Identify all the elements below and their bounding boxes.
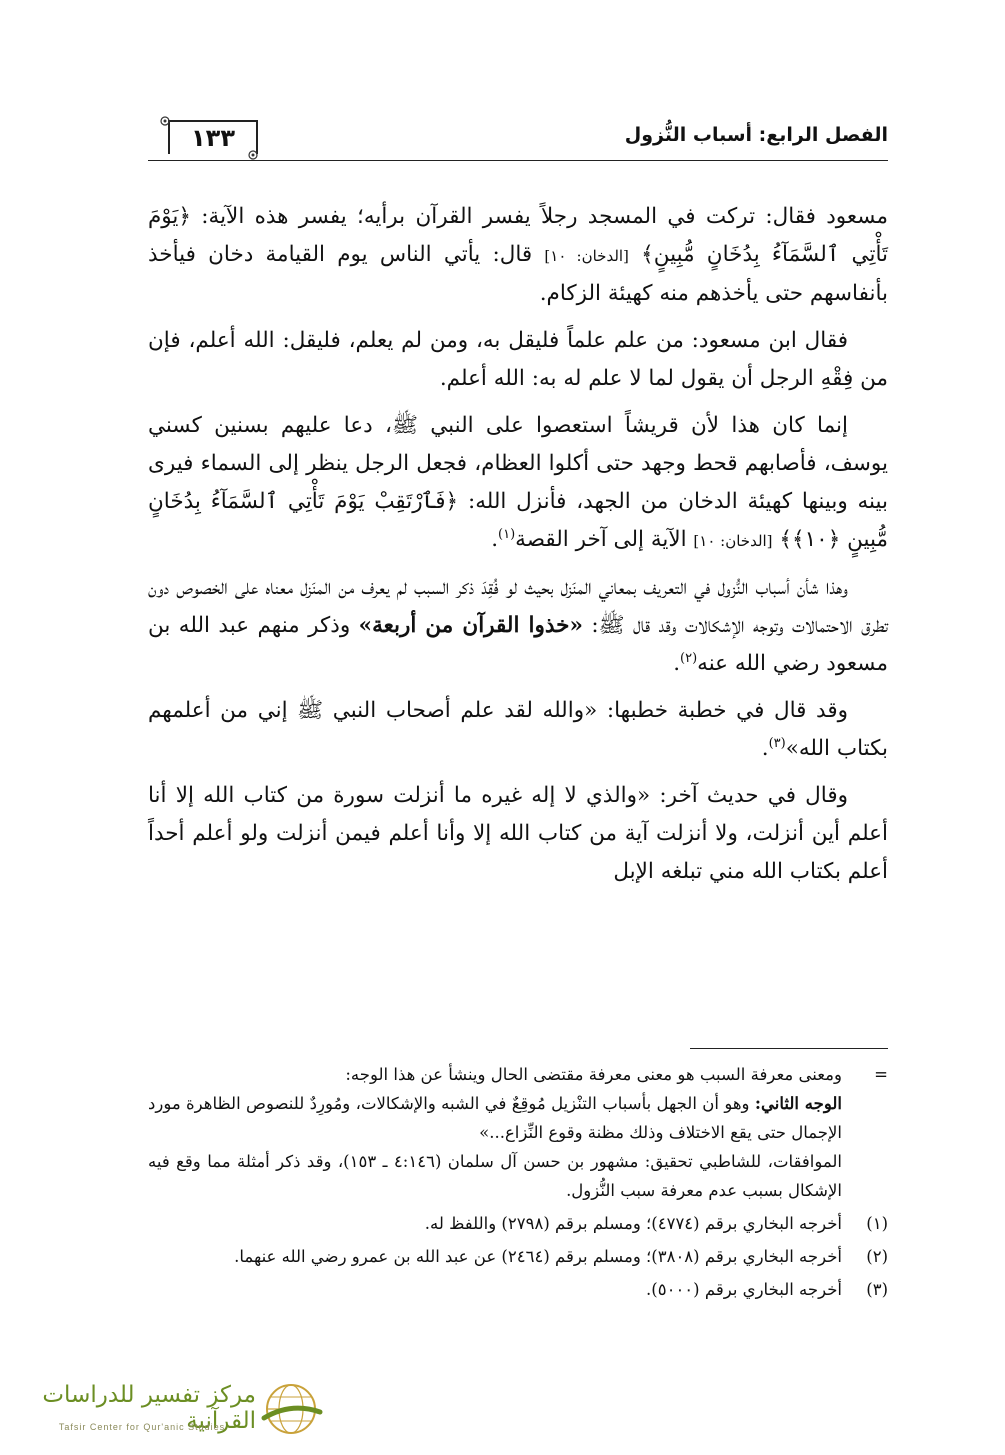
footnote-text: أخرجه البخاري برقم (٥٠٠٠). — [646, 1280, 842, 1299]
footnote-item — [148, 1242, 888, 1271]
footnote-marker[interactable]: (٢) — [680, 650, 698, 666]
paragraph — [148, 692, 888, 768]
footnote-marker[interactable]: (١) — [498, 526, 516, 542]
publisher-logo — [28, 1378, 328, 1442]
text-run: . — [673, 651, 681, 676]
paragraph — [148, 407, 888, 560]
paragraph — [148, 198, 888, 313]
text-run: وذكر منهم عبد الله بن مسعود رضي الله عنه — [148, 613, 888, 676]
continuation-marker: = — [874, 1065, 888, 1084]
main-text — [148, 198, 888, 900]
verse-reference: [الدخان: ١٠] — [693, 532, 773, 550]
footnote-number: (٣) — [866, 1280, 888, 1299]
footnotes — [148, 1060, 888, 1304]
text-run: مسعود فقال: تركت في المسجد رجلاً يفسر القرآن برأيه؛ يفسر هذه الآية: — [191, 204, 888, 229]
verse-reference: [الدخان: ١٠] — [544, 247, 629, 265]
page-number: ١٣٣ — [168, 120, 258, 154]
globe-logo-icon — [258, 1382, 324, 1436]
footnote-item — [148, 1209, 888, 1238]
quran-verse: ﴿فَٱرْتَقِبْ يَوْمَ تَأْتِي ٱلسَّمَآءُ بِدُخَانٍ مُّبِينٍ ﴿١٠﴾﴾ — [148, 489, 888, 552]
text-run: . — [761, 736, 769, 761]
footnote-item — [148, 1275, 888, 1304]
text-run: إنما كان هذا لأن قريشاً استعصوا على النبي ﷺ، دعا عليهم بسنين كسني يوسف، فأصابهم قحط وجهد حتى أكلوا العظام، فجعل الرجل ينظر إلى السماء فيرى بينه وبينها كهيئة الدخان من الجهد، فأنزل الله: — [148, 413, 888, 514]
footnote-marker[interactable]: (٣) — [768, 735, 786, 751]
page-header — [148, 120, 888, 160]
footnote-line: ومعنى معرفة السبب هو معنى معرفة مقتضى الحال وينشأ عن هذا الوجه: — [345, 1065, 842, 1084]
paragraph: وقال في حديث آخر: «والذي لا إله غيره ما أنزلت سورة من كتاب الله إلا أنا أعلم أين أنزلت، ولا أنزلت آية من كتاب الله إلا وأنا أعلم فيمن أنزلت ولو أعلم أحداً أعلم بكتاب الله مني تبلغه الإبل — [148, 783, 888, 884]
footnote-separator — [690, 1048, 888, 1049]
text-run: قال: يأتي الناس يوم القيامة دخان فيأخذ بأنفاسهم حتى يأخذهم منه كهيئة الزكام. — [148, 242, 888, 306]
text-run: وهذا شأن أسباب النُّزول في التعريف بمعاني المنَزل بحيث لو فُقِدَ ذكر السبب لم يعرف من المنَزل معناه على الخصوص دون تطرق الاحتمالات وتوجه الإشكالات وقد قال ﷺ: — [148, 575, 888, 638]
footnote-number: (١) — [866, 1214, 888, 1233]
hadith-quote: «خذوا القرآن من أربعة» — [358, 613, 583, 638]
logo-latin-name: Tafsir Center for Qur'anic Studies — [58, 1422, 226, 1432]
text-run: وهو أن الجهل بأسباب التنْزيل مُوقِعٌ في الشبه والإشكالات، ومُورِدٌ للنصوص الظاهرة مورد الإجمال حتى يقع الاختلاف وذلك مظنة وقوع النِّزاع...» — [148, 1094, 842, 1142]
footnote-line: الموافقات، للشاطبي تحقيق: مشهور بن حسن آل سلمان (٤:١٤٦ ـ ١٥٣)، وقد ذكر أمثلة مما وقع فيه الإشكال بسبب عدم معرفة سبب النُّزول. — [148, 1152, 842, 1200]
paragraph — [148, 569, 888, 683]
quran-verse: ﴿يَوْمَ تَأْتِي ٱلسَّمَآءُ بِدُخَانٍ مُّبِينٍ﴾ — [148, 204, 888, 267]
text-run: الآية إلى آخر القصة — [515, 527, 694, 552]
footnote-continuation — [148, 1060, 888, 1205]
paragraph: فقال ابن مسعود: من علم علماً فليقل به، ومن لم يعلم، فليقل: الله أعلم، فإن من فِقْهِ الرجل أن يقول لما لا علم له به: الله أعلم. — [148, 328, 888, 391]
floral-ornament-icon — [158, 114, 172, 128]
text-run: . — [491, 527, 499, 552]
footnote-line — [148, 1089, 842, 1147]
footnote-bold-label: الوجه الثاني: — [754, 1094, 842, 1113]
chapter-title: الفصل الرابع: أسباب النُّزول — [624, 124, 888, 146]
footnote-text: أخرجه البخاري برقم (٣٨٠٨)؛ ومسلم برقم (٢٤٦٤) عن عبد الله بن عمرو رضي الله عنهما. — [234, 1247, 842, 1266]
footnote-number: (٢) — [866, 1247, 888, 1266]
text-run: وقد قال في خطبة خطبها: «والله لقد علم أصحاب النبي ﷺ إني من أعلمهم بكتاب الله» — [148, 698, 888, 761]
header-rule — [148, 160, 888, 161]
logo-arabic-name: مركز تفسير للدراسات القرآنية — [42, 1382, 256, 1434]
footnote-text: أخرجه البخاري برقم (٤٧٧٤)؛ ومسلم برقم (٢٧٩٨) واللفظ له. — [424, 1214, 842, 1233]
